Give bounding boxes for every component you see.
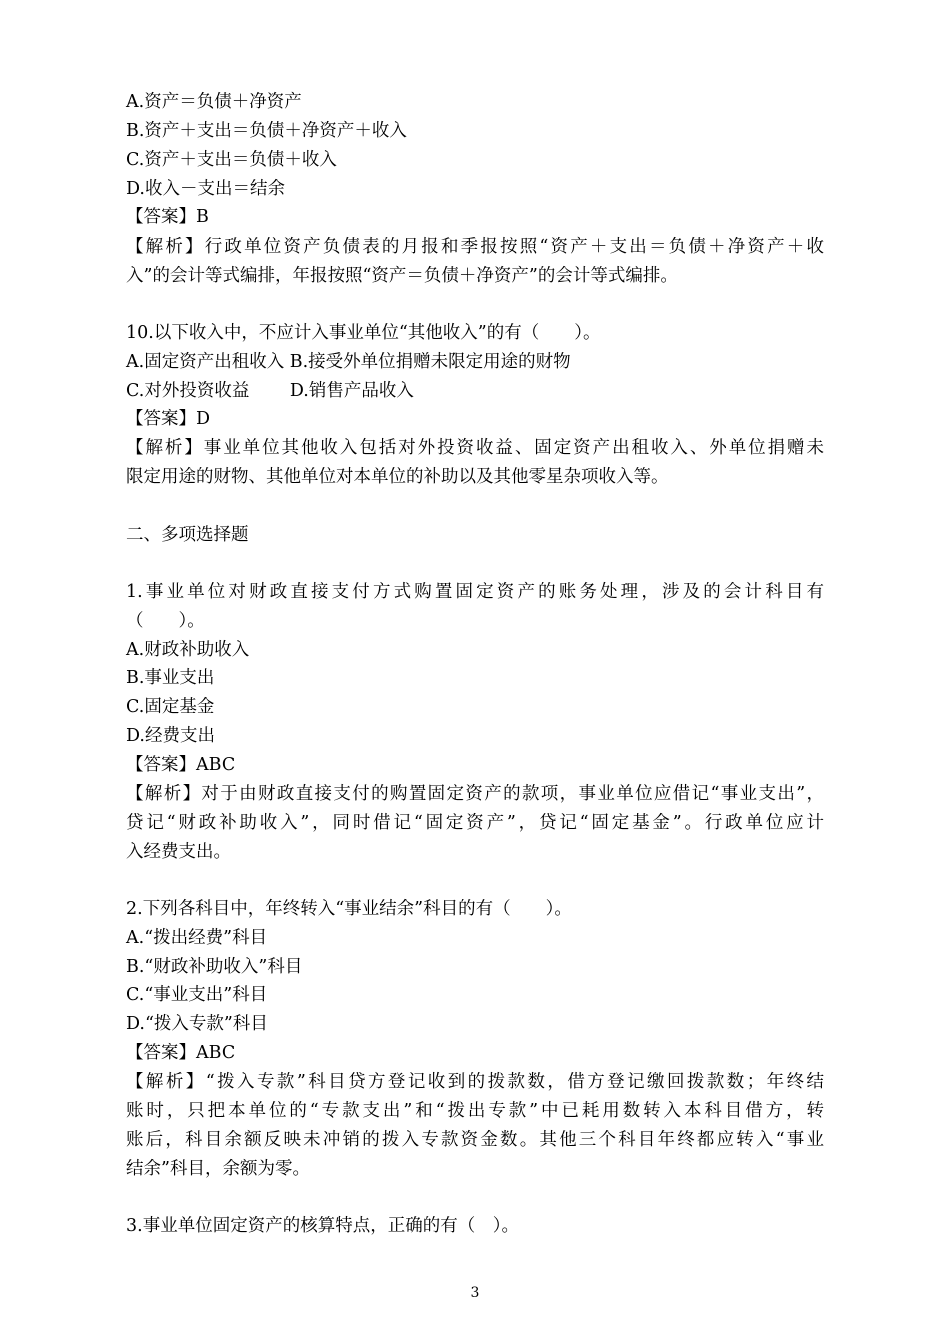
q9-option-c: C.资产＋支出＝负债＋收入 bbox=[126, 150, 337, 170]
m1-analysis-line-1: 【解析】对于由财政直接支付的购置固定资产的款项，事业单位应借记“事业支出”， bbox=[126, 784, 824, 804]
q10-analysis-line-1: 【解析】事业单位其他收入包括对外投资收益、固定资产出租收入、外单位捐赠未 bbox=[126, 438, 824, 458]
m1-option-c: C.固定基金 bbox=[126, 697, 215, 717]
m2-analysis-line-4: 结余”科目，余额为零。 bbox=[126, 1159, 310, 1179]
m1-analysis-line-2: 贷记“财政补助收入”，同时借记“固定资产”，贷记“固定基金”。行政单位应计 bbox=[126, 813, 824, 833]
q9-analysis-line-2: 入”的会计等式编排，年报按照“资产＝负债＋净资产”的会计等式编排。 bbox=[126, 266, 678, 286]
m2-analysis-line-1: 【解析】“拨入专款”科目贷方登记收到的拨款数，借方登记缴回拨款数；年终结 bbox=[126, 1072, 824, 1092]
q10-answer: 【答案】D bbox=[126, 409, 211, 429]
q10-options-line-2: C.对外投资收益 D.销售产品收入 bbox=[126, 381, 414, 401]
m1-option-b: B.事业支出 bbox=[126, 668, 215, 688]
q9-analysis-line-1: 【解析】行政单位资产负债表的月报和季报按照“资产＋支出＝负债＋净资产＋收 bbox=[126, 237, 824, 257]
m1-option-d: D.经费支出 bbox=[126, 726, 215, 746]
section-title: 二、多项选择题 bbox=[126, 525, 249, 545]
m2-option-b: B.“财政补助收入”科目 bbox=[126, 957, 303, 977]
q10-options-line-1: A.固定资产出租收入 B.接受外单位捐赠未限定用途的财物 bbox=[126, 352, 571, 372]
m3-question: 3.事业单位固定资产的核算特点，正确的有（ ）。 bbox=[126, 1216, 519, 1236]
m2-option-a: A.“拨出经费”科目 bbox=[126, 928, 268, 948]
m2-option-c: C.“事业支出”科目 bbox=[126, 985, 268, 1005]
m2-question: 2.下列各科目中，年终转入“事业结余”科目的有（ ）。 bbox=[126, 899, 572, 919]
q9-option-a: A.资产＝负债＋净资产 bbox=[126, 92, 302, 112]
q9-answer: 【答案】B bbox=[126, 207, 209, 227]
q10-analysis-line-2: 限定用途的财物、其他单位对本单位的补助以及其他零星杂项收入等。 bbox=[126, 467, 669, 487]
m1-question-line-1: 1.事业单位对财政直接支付方式购置固定资产的账务处理，涉及的会计科目有 bbox=[126, 582, 824, 602]
m1-analysis-line-3: 入经费支出。 bbox=[126, 842, 231, 862]
m1-option-a: A.财政补助收入 bbox=[126, 640, 250, 660]
m2-option-d: D.“拨入专款”科目 bbox=[126, 1014, 268, 1034]
q9-option-b: B.资产＋支出＝负债＋净资产＋收入 bbox=[126, 121, 407, 141]
m1-question-line-2: （ ）。 bbox=[126, 611, 205, 631]
m2-analysis-line-3: 账后，科目余额反映未冲销的拨入专款资金数。其他三个科目年终都应转入“事业 bbox=[126, 1130, 824, 1150]
m2-answer: 【答案】ABC bbox=[126, 1043, 236, 1063]
m1-answer: 【答案】ABC bbox=[126, 755, 236, 775]
q9-option-d: D.收入－支出＝结余 bbox=[126, 179, 285, 199]
q10-question: 10.以下收入中，不应计入事业单位“其他收入”的有（ ）。 bbox=[126, 323, 601, 343]
page-number: 3 bbox=[470, 1285, 480, 1301]
m2-analysis-line-2: 账时，只把本单位的“专款支出”和“拨出专款”中已耗用数转入本科目借方，转 bbox=[126, 1101, 824, 1121]
